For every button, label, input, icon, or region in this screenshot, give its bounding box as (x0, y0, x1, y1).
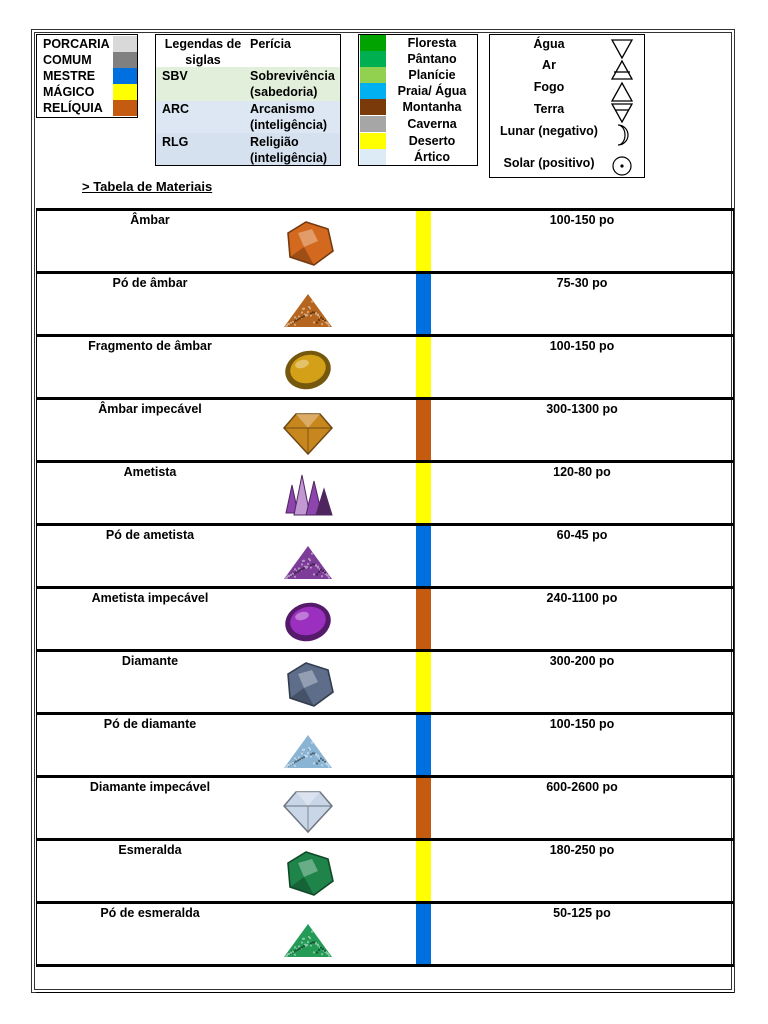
material-name: Ametista (123, 465, 177, 479)
diamond-gem-icon (278, 658, 338, 710)
amber-dust-icon (278, 280, 338, 332)
emerald-gem-icon (278, 847, 338, 899)
abbr-header-skill: Perícia (250, 37, 292, 51)
abbr-skill: Arcanismo (inteligência) (250, 102, 328, 132)
crescent-moon-icon (608, 123, 636, 147)
biome-swatch (360, 83, 386, 99)
element-legend (489, 34, 645, 178)
material-name: Fragmento de âmbar (88, 339, 212, 353)
amber-fragment-icon (278, 343, 338, 395)
material-name: Pó de âmbar (112, 276, 188, 290)
rarity-legend (36, 34, 138, 118)
material-name: Pó de esmeralda (100, 906, 200, 920)
biome-swatch (360, 116, 386, 132)
table-row (36, 334, 734, 397)
biome-label: Ártico (413, 150, 451, 164)
table-row (36, 775, 734, 838)
biome-label: Pântano (407, 52, 457, 66)
rarity-label: MÁGICO (43, 85, 95, 99)
material-price: 75-30 po (556, 276, 608, 290)
biome-swatch (360, 51, 386, 67)
material-name: Esmeralda (118, 843, 182, 857)
biome-label: Caverna (407, 117, 457, 131)
material-name: Pó de diamante (103, 717, 197, 731)
rarity-bar (416, 652, 431, 712)
material-price: 50-125 po (553, 906, 611, 920)
table-empty-row (36, 964, 734, 992)
flawless-amethyst-icon (278, 595, 338, 647)
element-label: Água (533, 37, 565, 51)
biome-swatch (360, 99, 386, 115)
material-price: 100-150 po (549, 213, 615, 227)
abbr-code: SBV (162, 69, 188, 83)
rarity-label: MESTRE (43, 69, 96, 83)
material-price: 100-150 po (549, 339, 615, 353)
amethyst-gem-icon (278, 469, 338, 521)
rarity-swatch (113, 84, 137, 100)
material-price: 600-2600 po (546, 780, 618, 794)
table-row (36, 397, 734, 460)
abbr-skill: Sobrevivência (sabedoria) (250, 69, 335, 99)
biome-swatch (360, 67, 386, 83)
element-label: Lunar (negativo) (500, 124, 598, 138)
rarity-bar (416, 715, 431, 775)
rarity-swatch (113, 68, 137, 84)
table-row (36, 460, 734, 523)
element-label: Fogo (533, 80, 565, 94)
table-row (36, 523, 734, 586)
rarity-bar (416, 274, 431, 334)
table-row (36, 649, 734, 712)
abbr-code: RLG (162, 135, 189, 149)
table-bottom-border (36, 992, 734, 993)
rarity-bar (416, 778, 431, 838)
earth-triangle-icon (608, 101, 636, 125)
abbreviation-legend (155, 34, 341, 166)
material-name: Âmbar (130, 213, 170, 227)
rarity-swatch (113, 52, 137, 68)
material-price: 120-80 po (553, 465, 611, 479)
material-name: Diamante (121, 654, 179, 668)
sun-circle-icon (608, 153, 636, 177)
rarity-label: PORCARIA (43, 37, 110, 51)
rarity-bar (416, 337, 431, 397)
diamond-dust-icon (278, 721, 338, 773)
biome-label: Montanha (402, 100, 462, 114)
biome-label: Floresta (407, 36, 457, 50)
material-name: Âmbar impecável (98, 402, 202, 416)
element-label: Solar (positivo) (503, 156, 595, 170)
material-price: 300-200 po (549, 654, 615, 668)
abbr-code: ARC (162, 102, 190, 116)
biome-label: Deserto (408, 134, 456, 148)
table-row (36, 838, 734, 901)
biome-legend (358, 34, 478, 166)
material-name: Pó de ametista (105, 528, 195, 542)
rarity-bar (416, 904, 431, 964)
element-label: Terra (533, 102, 565, 116)
rarity-label: RELÍQUIA (43, 101, 103, 115)
biome-swatch (360, 133, 386, 149)
table-row (36, 712, 734, 775)
table-row (36, 271, 734, 334)
element-label: Ar (542, 58, 556, 72)
material-price: 300-1300 po (546, 402, 618, 416)
amethyst-dust-icon (278, 532, 338, 584)
rarity-bar (416, 841, 431, 901)
rarity-bar (416, 400, 431, 460)
biome-swatch (360, 149, 386, 165)
material-price: 180-250 po (549, 843, 615, 857)
rarity-bar (416, 589, 431, 649)
table-row (36, 586, 734, 649)
rarity-bar (416, 463, 431, 523)
biome-label: Praia/ Água (397, 84, 467, 98)
emerald-dust-icon (278, 910, 338, 962)
rarity-bar (416, 211, 431, 271)
abbr-skill: Religião (inteligência) (250, 135, 328, 165)
rarity-swatch (113, 36, 137, 52)
material-price: 240-1100 po (546, 591, 618, 605)
water-triangle-icon (608, 37, 636, 61)
rarity-swatch (113, 100, 137, 116)
flawless-diamond-icon (278, 784, 338, 836)
abbr-header-code: Legendas de siglas (164, 37, 242, 67)
biome-swatch (360, 35, 386, 51)
section-title: > Tabela de Materiais (82, 179, 213, 194)
amber-gem-icon (278, 217, 338, 269)
rarity-label: COMUM (43, 53, 92, 67)
material-price: 100-150 po (549, 717, 615, 731)
biome-label: Planície (408, 68, 456, 82)
material-name: Diamante impecável (89, 780, 211, 794)
table-row (36, 901, 734, 964)
table-row (36, 208, 734, 271)
flawless-amber-icon (278, 406, 338, 458)
material-name: Ametista impecável (91, 591, 209, 605)
rarity-bar (416, 526, 431, 586)
material-price: 60-45 po (556, 528, 608, 542)
air-triangle-icon (608, 59, 636, 83)
